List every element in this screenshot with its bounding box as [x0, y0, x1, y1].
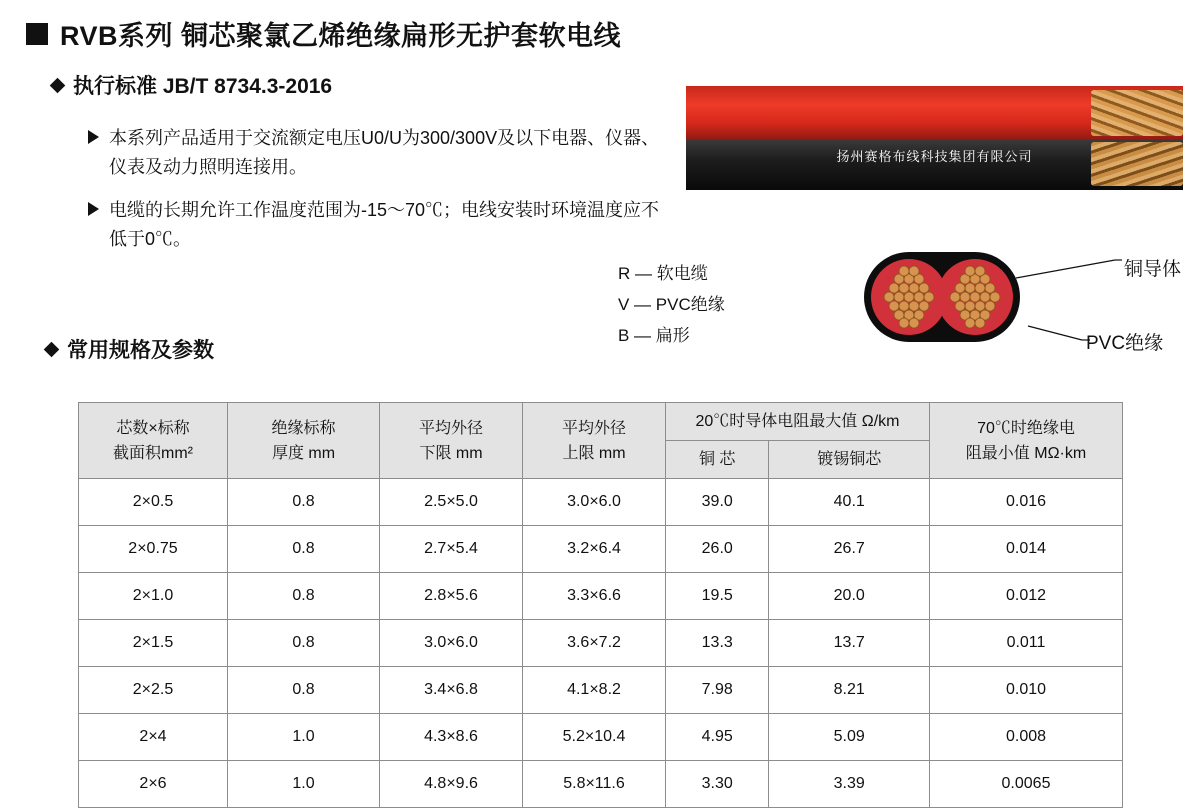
copper-strands-top [1091, 90, 1183, 136]
table-header-line: 阻最小值 MΩ·km [965, 444, 1087, 462]
cell-diam-max: 5.8×11.6 [523, 761, 666, 808]
bullet-text: 电缆的长期允许工作温度范围为-15～70℃；电线安装时环境温度应不低于0℃。 [109, 200, 660, 249]
cell-resistance-copper: 39.0 [666, 479, 769, 526]
cell-size: 2×1.5 [79, 620, 228, 667]
cell-size: 2×4 [79, 714, 228, 761]
diamond-bullet-icon [44, 341, 60, 357]
cell-thickness: 0.8 [228, 526, 380, 573]
table-header-cell-resistance-group: 20℃时导体电阻最大值 Ω/km [666, 403, 930, 441]
cell-resistance-tinned: 20.0 [769, 573, 930, 620]
table-header-line: 厚度 mm [271, 444, 336, 462]
table-row [79, 761, 1123, 808]
table-header-line: 平均外径 [561, 419, 626, 437]
cable-cross-section-diagram [862, 238, 1022, 356]
table-header-line: 绝缘标称 [271, 419, 336, 437]
cell-thickness: 0.8 [228, 667, 380, 714]
legend-item-v: V — PVC绝缘 [618, 295, 725, 314]
cell-size: 2×2.5 [79, 667, 228, 714]
table-header-line: 下限 mm [419, 444, 483, 462]
legend-item-r: R — 软电缆 [618, 264, 708, 283]
cell-diam-max: 3.0×6.0 [523, 479, 666, 526]
cell-resistance-tinned: 5.09 [769, 714, 930, 761]
list-item [88, 196, 668, 254]
section-heading-standard-label: 执行标准 JB/T 8734.3-2016 [73, 75, 333, 98]
cell-diam-max: 3.6×7.2 [523, 620, 666, 667]
table-header-cell-tinned-copper: 镀锡铜芯 [769, 441, 930, 479]
cell-resistance-tinned: 26.7 [769, 526, 930, 573]
callout-label-copper: 铜导体 [1124, 259, 1182, 280]
photo-watermark: 扬州赛格布线科技集团有限公司 [836, 149, 1033, 164]
cell-size: 2×6 [79, 761, 228, 808]
cell-resistance-copper: 7.98 [666, 667, 769, 714]
table-row [79, 526, 1123, 573]
cell-insulation: 0.008 [930, 714, 1123, 761]
table-header-cell-diam-min [380, 403, 523, 479]
cell-resistance-tinned: 13.7 [769, 620, 930, 667]
table-header-cell-copper: 铜 芯 [666, 441, 769, 479]
cell-resistance-copper: 19.5 [666, 573, 769, 620]
table-header [79, 403, 1123, 479]
bullet-list [88, 124, 668, 268]
spec-table [78, 402, 1123, 808]
cell-diam-max: 3.2×6.4 [523, 526, 666, 573]
callout-label-pvc: PVC绝缘 [1086, 333, 1164, 354]
cell-diam-min: 2.7×5.4 [380, 526, 523, 573]
table-header-cell-size [79, 403, 228, 479]
table-row [79, 573, 1123, 620]
cell-insulation: 0.016 [930, 479, 1123, 526]
legend-item-b: B — 扁形 [618, 326, 690, 345]
cell-diam-min: 4.3×8.6 [380, 714, 523, 761]
cell-resistance-tinned: 40.1 [769, 479, 930, 526]
bullet-text: 本系列产品适用于交流额定电压U0/U为300/300V及以下电器、仪器、仪表及动力照明连接用。 [109, 128, 660, 177]
triangle-bullet-icon [88, 130, 99, 144]
cell-diam-min: 3.0×6.0 [380, 620, 523, 667]
diamond-bullet-icon [50, 77, 66, 93]
cell-diam-min: 3.4×6.8 [380, 667, 523, 714]
section-heading-spec [46, 334, 214, 364]
cell-thickness: 1.0 [228, 714, 380, 761]
table-row [79, 479, 1123, 526]
cell-insulation: 0.012 [930, 573, 1123, 620]
table-header-line: 70℃时绝缘电 [977, 419, 1075, 437]
table-header-line: 平均外径 [418, 419, 483, 437]
cell-resistance-copper: 26.0 [666, 526, 769, 573]
cable-photo [686, 86, 1183, 190]
cell-size: 2×1.0 [79, 573, 228, 620]
section-heading-spec-label: 常用规格及参数 [67, 339, 214, 362]
cell-insulation: 0.014 [930, 526, 1123, 573]
page-title: RVB系列 铜芯聚氯乙烯绝缘扁形无护套软电线 [60, 21, 622, 51]
cell-thickness: 1.0 [228, 761, 380, 808]
table-header-line: 芯数×标称 [116, 419, 190, 437]
list-item [88, 124, 668, 182]
table-header-line: 上限 mm [562, 444, 626, 462]
triangle-bullet-icon [88, 202, 99, 216]
cell-diam-max: 5.2×10.4 [523, 714, 666, 761]
cell-diam-max: 4.1×8.2 [523, 667, 666, 714]
cell-size: 2×0.75 [79, 526, 228, 573]
cell-resistance-copper: 3.30 [666, 761, 769, 808]
cell-resistance-copper: 13.3 [666, 620, 769, 667]
cell-diam-min: 2.8×5.6 [380, 573, 523, 620]
cell-thickness: 0.8 [228, 573, 380, 620]
table-header-cell-insulation [930, 403, 1123, 479]
cell-insulation: 0.011 [930, 620, 1123, 667]
page-title-row [26, 14, 621, 53]
cell-diam-min: 4.8×9.6 [380, 761, 523, 808]
cell-resistance-tinned: 8.21 [769, 667, 930, 714]
cell-size: 2×0.5 [79, 479, 228, 526]
cell-diam-max: 3.3×6.6 [523, 573, 666, 620]
table-header-row-1 [79, 403, 1123, 441]
cell-resistance-copper: 4.95 [666, 714, 769, 761]
letter-legend [618, 258, 725, 351]
table-row [79, 667, 1123, 714]
title-marker-icon [26, 23, 48, 45]
cell-insulation: 0.0065 [930, 761, 1123, 808]
cell-resistance-tinned: 3.39 [769, 761, 930, 808]
cell-thickness: 0.8 [228, 620, 380, 667]
table-body [79, 479, 1123, 808]
table-row [79, 714, 1123, 761]
cell-insulation: 0.010 [930, 667, 1123, 714]
table-header-line: 截面积mm² [113, 444, 193, 462]
table-header-cell-diam-max [523, 403, 666, 479]
cell-diam-min: 2.5×5.0 [380, 479, 523, 526]
section-heading-standard [52, 70, 332, 100]
table-header-cell-thickness [228, 403, 380, 479]
table-row [79, 620, 1123, 667]
cell-thickness: 0.8 [228, 479, 380, 526]
